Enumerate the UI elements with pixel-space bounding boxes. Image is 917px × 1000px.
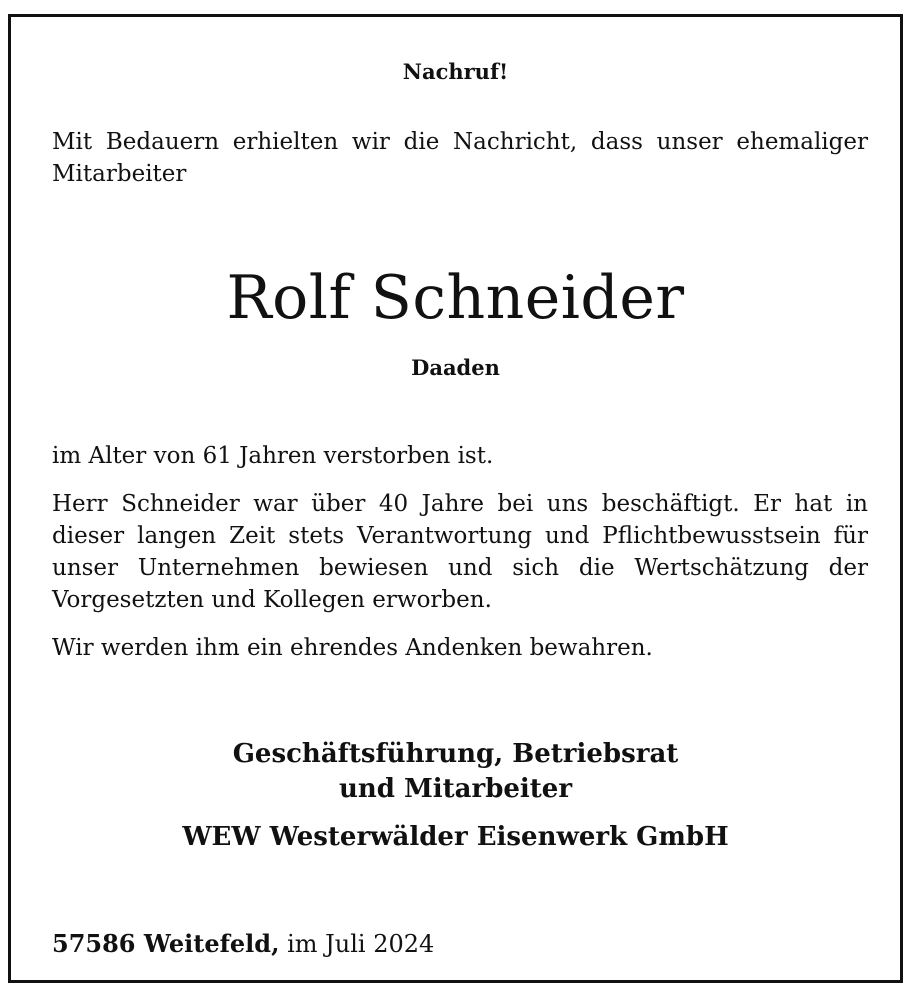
notice-heading: Nachruf! (402, 59, 509, 84)
obituary-notice (8, 14, 903, 983)
deceased-place: Daaden (411, 355, 500, 380)
signature-line-1: Geschäftsführung, Betriebsrat (232, 739, 679, 769)
signature-line-2: und Mitarbeiter (338, 774, 573, 804)
company-name: WEW Westerwälder Eisenwerk GmbH (182, 822, 729, 852)
memory-paragraph: Wir werden ihm ein ehrendes Andenken bewahren. (52, 635, 653, 661)
deceased-name: Rolf Schneider (226, 263, 685, 333)
footer-location: 57586 Weitefeld, (52, 929, 280, 958)
service-paragraph: Herr Schneider war über 40 Jahre bei uns beschäftigt. Er hat in dieser langen Zeit stets Verantwortung und Pflichtbewusstsein für unser Unternehmen bewiesen und sich die Wertschätzung der Vorgesetzten und Kollegen erworben. (52, 491, 868, 613)
age-paragraph: im Alter von 61 Jahren verstorben ist. (52, 443, 494, 469)
footer-line (52, 929, 434, 958)
footer-date: im Juli 2024 (287, 930, 435, 958)
intro-paragraph: Mit Bedauern erhielten wir die Nachricht, dass unser ehemaliger Mitarbeiter (52, 129, 868, 187)
